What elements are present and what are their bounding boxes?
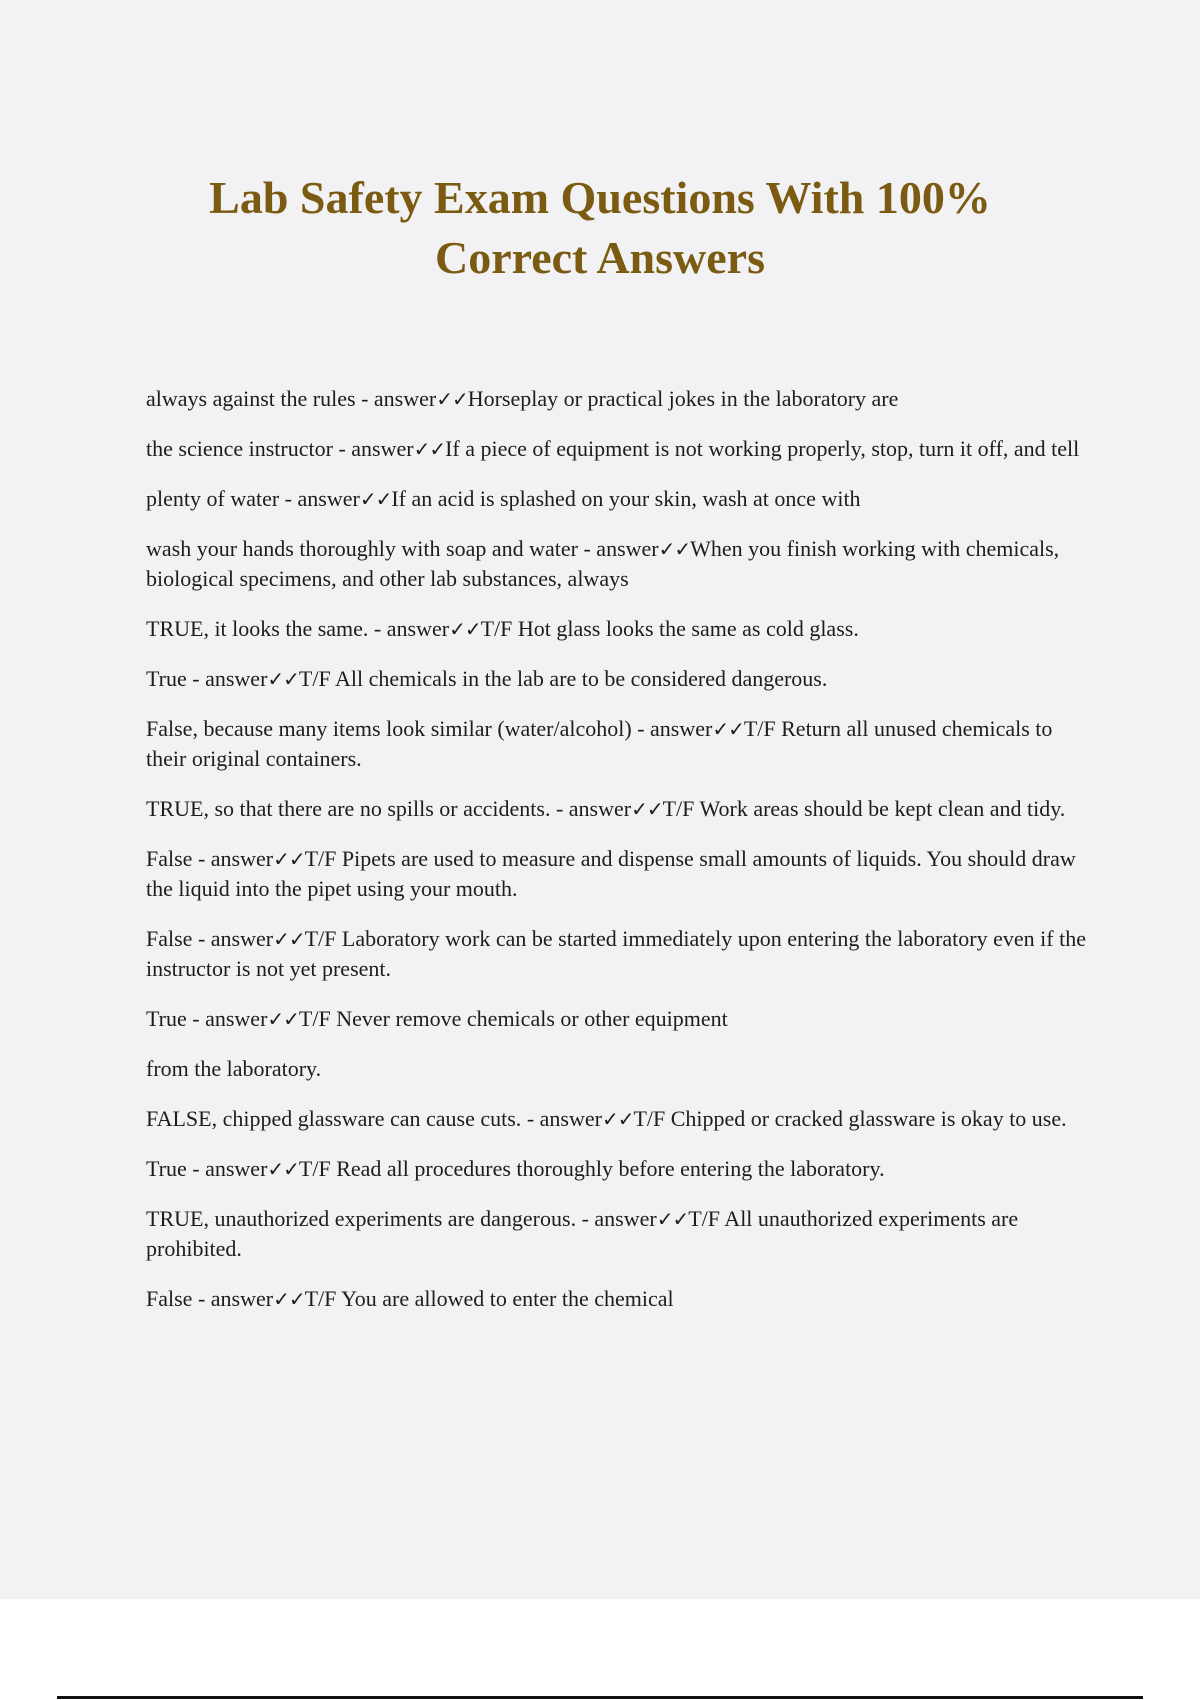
qa-continuation — [146, 1054, 1086, 1084]
question-text: T/F You are allowed to enter the chemical — [304, 1286, 674, 1311]
qa-item — [146, 534, 1086, 594]
double-check-icon: ✓✓ — [449, 617, 481, 641]
qa-item — [146, 434, 1086, 464]
answer-separator: - answer — [521, 1106, 602, 1131]
question-text: T/F All chemicals in the lab are to be considered dangerous. — [298, 666, 828, 691]
double-check-icon: ✓✓ — [273, 847, 305, 871]
qa-list — [146, 384, 1086, 1334]
page-bottom-divider — [57, 1696, 1143, 1699]
answer-separator: - answer — [576, 1206, 657, 1231]
answer-text: plenty of water — [146, 486, 280, 511]
qa-item — [146, 484, 1086, 514]
qa-item — [146, 1204, 1086, 1264]
double-check-icon: ✓✓ — [601, 1107, 634, 1131]
question-text: T/F Work areas should be kept clean and tidy. — [662, 796, 1066, 821]
answer-text: TRUE, so that there are no spills or accidents. — [146, 796, 551, 821]
answer-separator: - answer — [631, 716, 713, 741]
answer-text: False, because many items look similar (water/alcohol) — [146, 716, 632, 741]
answer-text: TRUE, unauthorized experiments are dangerous. — [146, 1206, 577, 1231]
qa-item — [146, 924, 1086, 984]
qa-item — [146, 794, 1086, 824]
double-check-icon: ✓✓ — [413, 437, 446, 461]
document-title: Lab Safety Exam Questions With 100% Correct Answers — [209, 172, 991, 283]
answer-text: FALSE, chipped glassware can cause cuts. — [146, 1106, 522, 1131]
question-text: T/F Pipets are used to measure and dispense small amounts of liquids. You should draw the liquid into the pipet using your mouth. — [146, 846, 1076, 901]
answer-separator: - answer — [355, 386, 437, 411]
double-check-icon: ✓✓ — [273, 1287, 305, 1311]
question-text: T/F Laboratory work can be started immediately upon entering the laboratory even if the instructor is not yet present. — [146, 926, 1086, 981]
continuation-text: from the laboratory. — [146, 1056, 322, 1081]
answer-text: False — [146, 1286, 193, 1311]
qa-item — [146, 614, 1086, 644]
answer-separator: - answer — [186, 1156, 268, 1181]
question-text: T/F Chipped or cracked glassware is okay to use. — [633, 1106, 1067, 1131]
answer-text: wash your hands thoroughly with soap and water — [146, 536, 578, 561]
answer-text: True — [146, 1006, 187, 1031]
question-text: T/F All unauthorized experiments are prohibited. — [146, 1206, 1019, 1261]
answer-separator: - answer — [186, 1006, 268, 1031]
double-check-icon: ✓✓ — [436, 387, 468, 411]
answer-text: TRUE, it looks the same. — [146, 616, 369, 641]
question-text: If an acid is splashed on your skin, wash at once with — [391, 486, 861, 511]
qa-item — [146, 1154, 1086, 1184]
answer-text: False — [146, 926, 193, 951]
answer-separator: - answer — [192, 1286, 274, 1311]
qa-item — [146, 714, 1086, 774]
double-check-icon: ✓✓ — [658, 537, 691, 561]
answer-text: True — [146, 666, 187, 691]
answer-text: the science instructor — [146, 436, 333, 461]
qa-item — [146, 664, 1086, 694]
double-check-icon: ✓✓ — [656, 1207, 689, 1231]
qa-item — [146, 1004, 1086, 1034]
question-text: T/F Return all unused chemicals to their original containers. — [146, 716, 1053, 771]
double-check-icon: ✓✓ — [359, 487, 392, 511]
answer-separator: - answer — [550, 796, 632, 821]
double-check-icon: ✓✓ — [631, 797, 663, 821]
answer-separator: - answer — [279, 486, 360, 511]
answer-text: always against the rules — [146, 386, 356, 411]
answer-text: True — [146, 1156, 187, 1181]
qa-item — [146, 844, 1086, 904]
answer-separator: - answer — [192, 926, 274, 951]
question-text: T/F Read all procedures thoroughly before entering the laboratory. — [298, 1156, 885, 1181]
answer-separator: - answer — [332, 436, 414, 461]
qa-item — [146, 384, 1086, 414]
qa-item — [146, 1104, 1086, 1134]
question-text: Horseplay or practical jokes in the laboratory are — [467, 386, 899, 411]
double-check-icon: ✓✓ — [712, 717, 744, 741]
qa-item — [146, 1284, 1086, 1314]
question-text: When you finish working with chemicals, biological specimens, and other lab substances, always — [146, 536, 1060, 591]
question-text: T/F Never remove chemicals or other equipment — [298, 1006, 728, 1031]
question-text: T/F Hot glass looks the same as cold glass. — [480, 616, 859, 641]
double-check-icon: ✓✓ — [273, 927, 305, 951]
double-check-icon: ✓✓ — [267, 1157, 299, 1181]
answer-separator: - answer — [577, 536, 659, 561]
answer-separator: - answer — [368, 616, 450, 641]
double-check-icon: ✓✓ — [267, 1007, 299, 1031]
question-text: If a piece of equipment is not working properly, stop, turn it off, and tell — [445, 436, 1080, 461]
answer-separator: - answer — [192, 846, 274, 871]
answer-text: False — [146, 846, 193, 871]
double-check-icon: ✓✓ — [267, 667, 299, 691]
answer-separator: - answer — [186, 666, 268, 691]
